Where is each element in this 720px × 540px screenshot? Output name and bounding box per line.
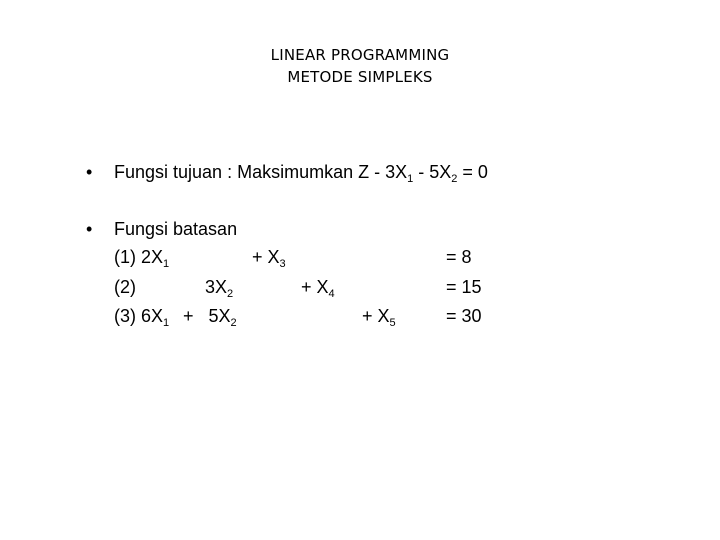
constraint-3-label bbox=[114, 305, 169, 327]
constraint-2-rhs: = 15 bbox=[446, 277, 482, 297]
constraint-2-label: (2) bbox=[114, 277, 136, 297]
objective-sub-1: 1 bbox=[407, 173, 414, 185]
constraint-1-label bbox=[114, 246, 169, 268]
constraint-3-label-text: (3) 6X bbox=[114, 306, 164, 326]
constraint-3-term-x2 bbox=[183, 305, 237, 327]
constraint-1-term-x3 bbox=[252, 246, 286, 268]
constraint-3-term-x5-sub: 5 bbox=[389, 317, 396, 329]
bullet-icon: • bbox=[86, 162, 93, 182]
constraint-2-term-x2 bbox=[205, 276, 233, 298]
constraint-3-term-x2-sub: 2 bbox=[230, 317, 237, 329]
constraint-2-term-x2-sub: 2 bbox=[227, 288, 234, 300]
constraint-2-term-x4-text: + X bbox=[301, 277, 329, 297]
constraints-heading: Fungsi batasan bbox=[114, 219, 238, 239]
constraint-3-term-x5-text: + X bbox=[362, 306, 390, 326]
constraint-1-term-text: + X bbox=[252, 247, 280, 267]
constraint-2-term-x2-text: 3X bbox=[205, 277, 228, 297]
objective-sub-2: 2 bbox=[451, 173, 458, 185]
objective-function bbox=[114, 161, 488, 183]
constraint-1-term-sub: 3 bbox=[279, 258, 286, 270]
constraint-1-label-text: (1) 2X bbox=[114, 247, 164, 267]
objective-text: Fungsi tujuan : Maksimumkan Z - 3X bbox=[114, 162, 408, 182]
constraint-1-rhs: = 8 bbox=[446, 247, 472, 267]
title-line-1: LINEAR PROGRAMMING bbox=[270, 46, 450, 64]
constraint-2-term-x4 bbox=[301, 276, 335, 298]
objective-mid: - 5X bbox=[413, 162, 452, 182]
constraint-3-term-x5 bbox=[362, 305, 396, 327]
bullet-icon: • bbox=[86, 219, 93, 239]
title-line-2: METODE SIMPLEKS bbox=[287, 68, 433, 86]
constraint-3-rhs: = 30 bbox=[446, 306, 482, 326]
constraint-3-term-x2-text: + 5X bbox=[183, 306, 231, 326]
constraint-1-label-sub: 1 bbox=[163, 258, 170, 270]
constraint-2-term-x4-sub: 4 bbox=[328, 288, 335, 300]
objective-end: = 0 bbox=[457, 162, 488, 182]
constraint-3-label-sub: 1 bbox=[163, 317, 170, 329]
slide-title bbox=[0, 44, 720, 88]
